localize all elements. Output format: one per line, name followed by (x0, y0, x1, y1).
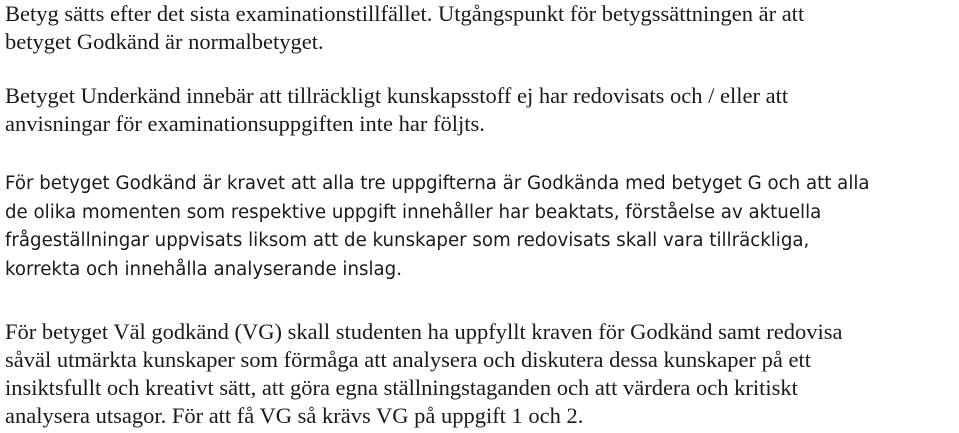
paragraph-distinction-grade (5, 318, 843, 430)
text-line: Betyg sätts efter det sista examinationstillfället. Utgångspunkt för betygssättningen är att (5, 1, 805, 26)
text-line: såväl utmärkta kunskaper som förmåga att analysera och diskutera dessa kunskaper på ett (5, 347, 811, 372)
text-line: Betyget Underkänd innebär att tillräckligt kunskapsstoff ej har redovisats och / eller att (5, 83, 789, 108)
text-line: betyget Godkänd är normalbetyget. (5, 29, 324, 54)
text-line: För betyget Godkänd är kravet att alla tre uppgifterna är Godkända med betyget G och att alla (5, 173, 870, 194)
paragraph-failing-grade (5, 82, 788, 138)
paragraph-pass-grade (5, 170, 870, 284)
text-line: insiktsfullt och kreativt sätt, att göra egna ställningstaganden och att värdera och kritiskt (5, 375, 798, 400)
text-line: anvisningar för examinationsuppgiften inte har följts. (5, 111, 485, 136)
text-line: frågeställningar uppvisats liksom att de kunskaper som redovisats skall vara tillräckliga, (5, 230, 810, 251)
text-line: korrekta och innehålla analyserande inslag. (5, 258, 403, 280)
paragraph-grading-timing (5, 0, 804, 56)
text-line: analysera utsagor. För att få VG så krävs VG på uppgift 1 och 2. (5, 403, 584, 428)
text-line: För betyget Väl godkänd (VG) skall studenten ha uppfyllt kraven för Godkänd samt redovisa (5, 319, 843, 344)
text-line: de olika momenten som respektive uppgift innehåller har beaktats, förståelse av aktuella (5, 201, 822, 223)
